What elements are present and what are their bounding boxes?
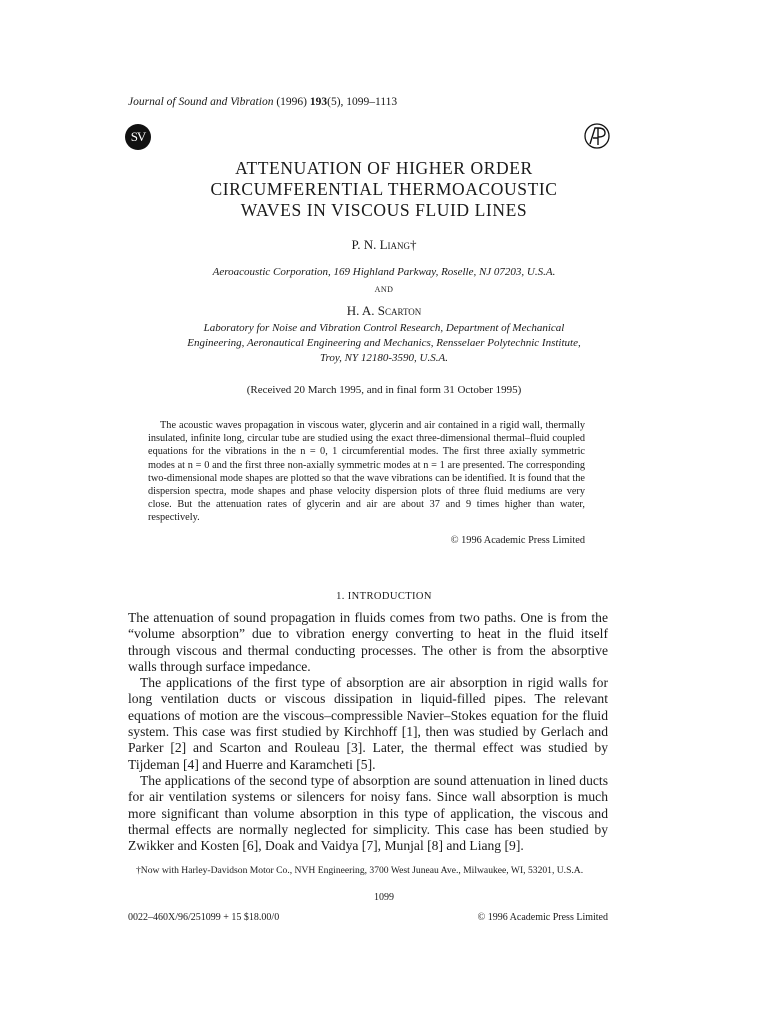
abstract-copyright: © 1996 Academic Press Limited <box>450 535 585 546</box>
paragraph-1: The attenuation of sound propagation in fluids comes from two paths. One is from the “volume absorption” due to vibration energy converting to heat in the fluid itself through viscous and thermal conducting processes. The other is from the absorptive walls through surface impedance. <box>128 610 608 674</box>
affiliation-line-3: Troy, NY 12180-3590, U.S.A. <box>320 352 448 364</box>
title-line-3: WAVES IN VISCOUS FLUID LINES <box>240 200 528 220</box>
section-body <box>128 610 608 854</box>
sv-logo-icon <box>125 124 151 150</box>
title-line-2: CIRCUMFERENTIAL THERMOACOUSTIC <box>210 179 558 199</box>
paragraph-2: The applications of the first type of absorption are air absorption in rigid walls for long ventilation ducts or viscous dissipation in liquid-filled pipes. The relevant equations of motion are the viscous–compressible Navier–Stokes equation for the fluid system. This case was first studied by Kirchhoff [1], then was studied by Gerlach and Parker [2] and Scarton and Rouleau [3]. Later, the thermal effect was studied by Tijdeman [4] and Huerre and Karamcheti [5]. <box>128 675 608 772</box>
journal-name: Journal of Sound and Vibration <box>128 96 274 108</box>
journal-year: (1996) <box>276 96 307 108</box>
author-1-affiliation: Aeroacoustic Corporation, 169 Highland Parkway, Roselle, NJ 07203, U.S.A. <box>212 266 556 278</box>
author-2-affiliation <box>0 321 768 366</box>
title-line-1: ATTENUATION OF HIGHER ORDER <box>235 158 533 178</box>
and-separator: AND <box>374 285 394 294</box>
paper-title <box>0 158 768 221</box>
ap-logo-icon <box>584 122 610 150</box>
section-heading: 1. INTRODUCTION <box>336 591 432 602</box>
affiliation-line-1: Laboratory for Noise and Vibration Control Research, Department of Mechanical <box>203 322 565 334</box>
abstract: The acoustic waves propagation in viscous water, glycerin and air contained in a rigid wall, thermally insulated, infinite long, circular tube are studied using the exact three-dimensional thermal–fluid coupled equations for the vibrations in the n = 0, 1 circumferential modes. The first three axially symmetric modes at n = 0 and the first three non-axially symmetric modes at n = 1 are presented. The corresponding two-dimensional mode shapes are plotted so that the wave vibrations can be identified. It is found that the dispersion spectra, mode shapes and phase velocity dispersion plots of three fluid mediums are very close. But the attenuation rates of glycerin and air are about 37 and 9 times higher than water, respectively. <box>148 420 585 524</box>
author-2-name: H. A. Scarton <box>346 303 422 318</box>
journal-volume: 193 <box>309 96 328 108</box>
affiliation-line-2: Engineering, Aeronautical Engineering and Mechanics, Rensselaer Polytechnic Institute, <box>187 337 581 349</box>
journal-issue-pages: (5), 1099–1113 <box>327 96 398 108</box>
bottom-copyright: © 1996 Academic Press Limited <box>477 912 608 923</box>
received-dates: (Received 20 March 1995, and in final form 31 October 1995) <box>246 384 522 396</box>
journal-citation <box>128 96 397 108</box>
footnote: †Now with Harley-Davidson Motor Co., NVH Engineering, 3700 West Juneau Ave., Milwaukee, WI, 53201, U.S.A. <box>136 865 584 876</box>
paragraph-3: The applications of the second type of absorption are sound attenuation in lined ducts for air ventilation systems or silencers for noisy fans. Since wall absorption is much more significant than volume absorption in this type of application, the viscous and thermal effects are normally neglected for simplicity. This case has been studied by Zwikker and Kosten [6], Doak and Vaidya [7], Munjal [8] and Liang [9]. <box>128 772 608 854</box>
sv-logo-text: SV <box>130 129 146 144</box>
author-1-name: P. N. Liang† <box>351 237 417 252</box>
page-number: 1099 <box>374 892 394 903</box>
issn-line: 0022–460X/96/251099 + 15 $18.00/0 <box>128 912 280 923</box>
